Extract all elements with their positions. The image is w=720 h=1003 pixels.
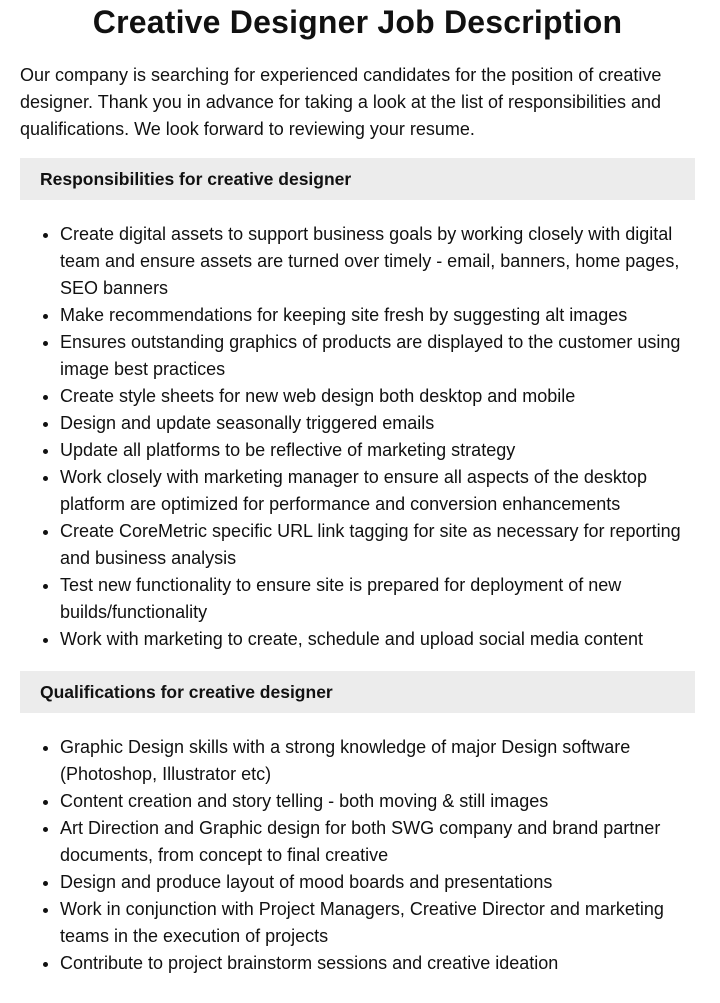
intro-paragraph: Our company is searching for experienced candidates for the position of creative designer. Thank you in advance for taking a look at the list of responsibilities and qualifications. We look forward to reviewing your resume.	[20, 65, 662, 139]
qualifications-heading: Qualifications for creative designer	[20, 671, 695, 713]
list-item: • Contribute to project brainstorm sessions and creative ideation	[60, 950, 695, 977]
list-item: • Content creation and story telling - both moving & still images	[60, 788, 695, 815]
list-item: • Create style sheets for new web design both desktop and mobile	[60, 383, 695, 410]
list-item: • Art Direction and Graphic design for both SWG company and brand partner documents, from concept to final creative	[60, 815, 695, 869]
page-title: Creative Designer Job Description	[92, 4, 623, 40]
list-item: • Work with marketing to create, schedule and upload social media content	[60, 626, 695, 653]
responsibilities-list	[20, 221, 695, 653]
list-item: • Work closely with marketing manager to ensure all aspects of the desktop platform are optimized for performance and conversion enhancements	[60, 464, 695, 518]
list-item: • Update all platforms to be reflective of marketing strategy	[60, 437, 695, 464]
list-item: • Create digital assets to support business goals by working closely with digital team and ensure assets are turned over timely - email, banners, home pages, SEO banners	[60, 221, 695, 302]
responsibilities-heading: Responsibilities for creative designer	[20, 158, 695, 200]
qualifications-list	[20, 734, 695, 977]
list-item: • Design and produce layout of mood boards and presentations	[60, 869, 695, 896]
list-item: • Work in conjunction with Project Managers, Creative Director and marketing teams in the execution of projects	[60, 896, 695, 950]
list-item: • Ensures outstanding graphics of products are displayed to the customer using image best practices	[60, 329, 695, 383]
list-item: • Create CoreMetric specific URL link tagging for site as necessary for reporting and business analysis	[60, 518, 695, 572]
list-item: • Graphic Design skills with a strong knowledge of major Design software (Photoshop, Illustrator etc)	[60, 734, 695, 788]
list-item: • Test new functionality to ensure site is prepared for deployment of new builds/functionality	[60, 572, 695, 626]
list-item: • Design and update seasonally triggered emails	[60, 410, 695, 437]
list-item: • Make recommendations for keeping site fresh by suggesting alt images	[60, 302, 695, 329]
